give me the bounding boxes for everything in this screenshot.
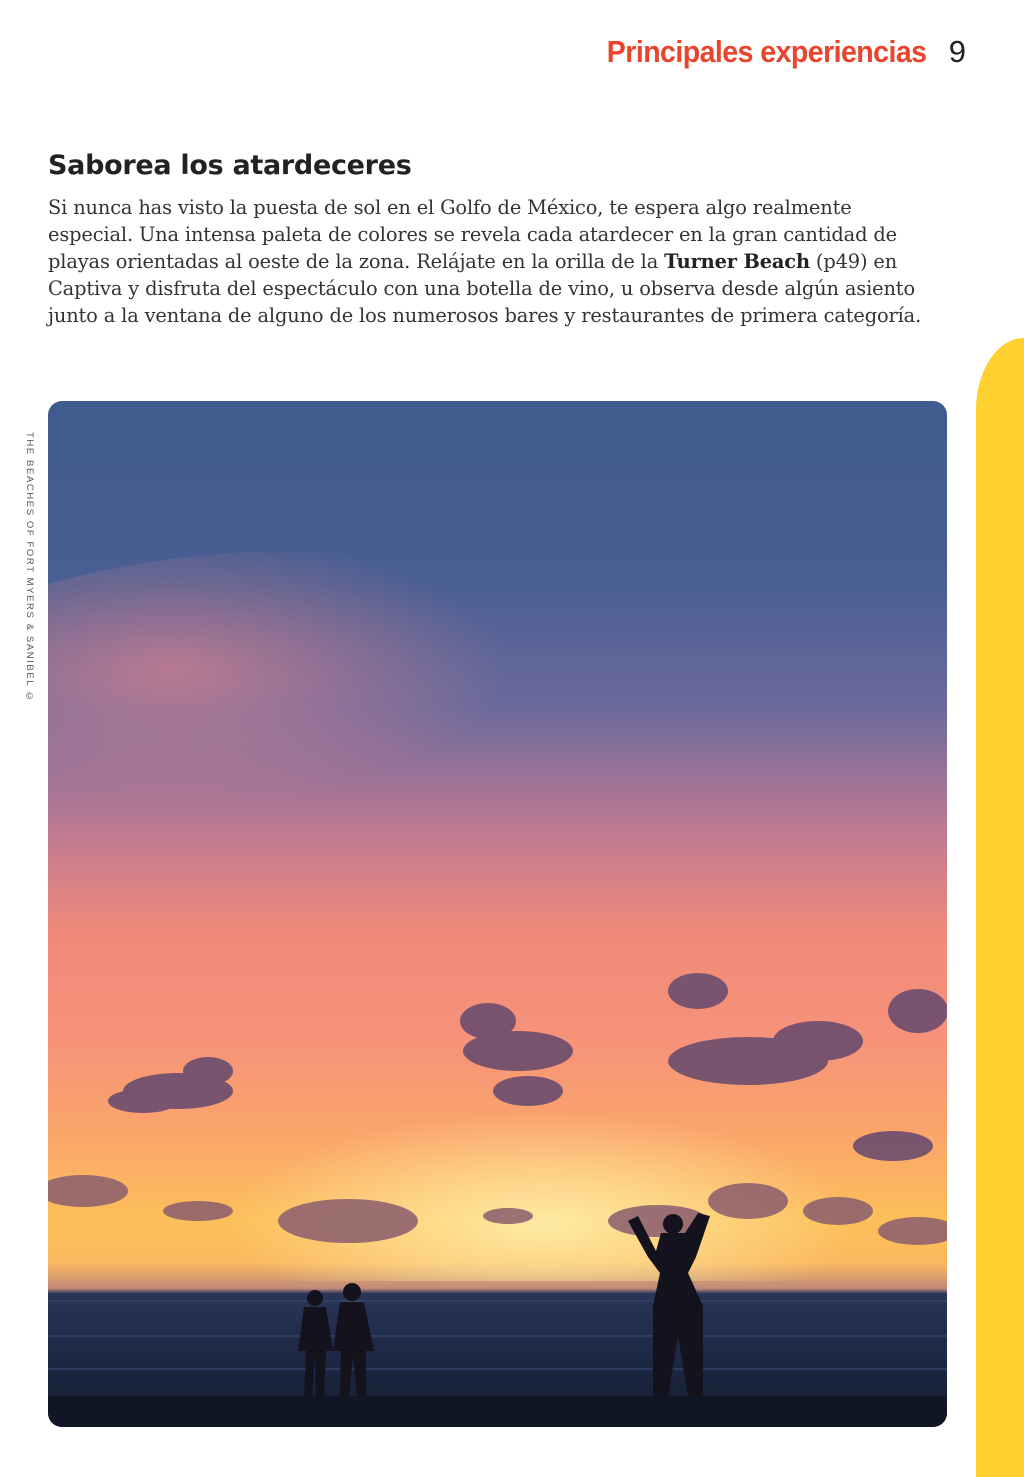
paragraph-text-start: Si nunca has visto la puesta de sol en el Golfo de México, te espera algo realmente especial. Una intensa paleta de colores se revela cada atardecer en la gran cantidad de playas orientadas al oeste de la zona. Relájate en la orilla de la xyxy=(48,196,897,273)
article-paragraph xyxy=(48,194,938,329)
paragraph-text-end: (p49) en Captiva y disfruta del espectáculo con una botella de vino, u observa desde algún asiento junto a la ventana de alguno de los numerosos bares y restaurantes de primera categoría. xyxy=(48,250,922,327)
article-heading: Saborea los atardeceres xyxy=(48,150,412,181)
waves xyxy=(48,1301,947,1369)
page-number: 9 xyxy=(948,34,966,69)
beach-sand xyxy=(48,1396,947,1427)
pink-cloud-glow xyxy=(48,551,718,891)
photo-credit: THE BEACHES OF FORT MYERS & SANIBEL © xyxy=(24,432,35,704)
place-name-bold: Turner Beach xyxy=(664,250,810,273)
sunset-photo xyxy=(48,401,947,1427)
sunset-illustration xyxy=(48,401,947,1427)
section-title: Principales experiencias xyxy=(607,34,927,69)
page-header xyxy=(579,34,966,78)
chapter-tab xyxy=(976,338,1024,1477)
